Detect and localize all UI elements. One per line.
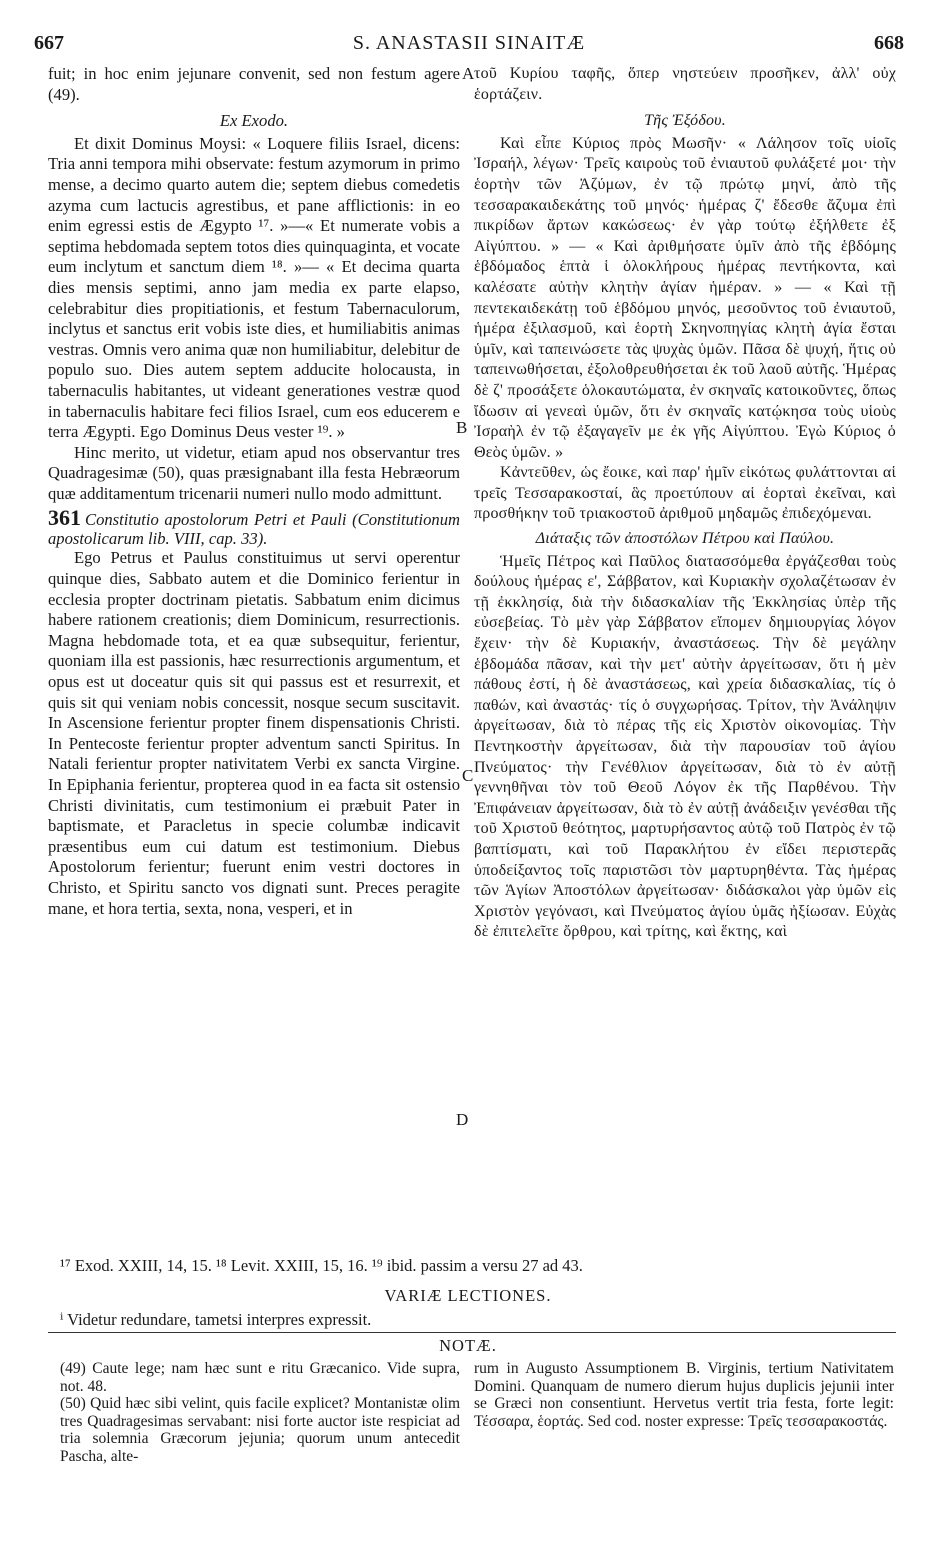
greek-heading-exodo: Τῆς Ἐξόδου. (644, 112, 726, 130)
latin-column (48, 64, 460, 919)
page-number-left: 667 (34, 32, 64, 54)
section-number: 361 (48, 505, 81, 531)
divider (48, 1332, 896, 1333)
variae-lectiones-title: VARIÆ LECTIONES. (384, 1286, 552, 1305)
latin-section-heading (48, 505, 460, 549)
section-title: Constitutio apostolorum Petri et Pauli (Constitutionum apostolicarum lib. VIII, cap. 33). (48, 510, 460, 549)
latin-paragraph-1: Et dixit Dominus Moysi: « Loquere filiis Israel, dicens: Tria anni tempora mihi observate: festum azymorum in primo mense, a decimo quarto autem die; septem diebus comedetis azyma cum lactucis agrestibus, et pane afflictionis: in eo enim egressi estis de Ægypto ¹⁷. »—« Et numerate vobis a septima hebdomada septem totos dies quinquaginta, et vocate eum inclytum et sanctum diem ¹⁸. »— « Et decima quarta dies mensis septimi, anno jam media ex parte elapso, celebrabitur dies propitiationis, et festum Tabernaculorum, inclytus et sanctus erit vobis iste dies, et humiliabitis animas vestras. Omnis vero anima quæ non humiliabitur, delebitur de populo suo. Dies autem septem adducite holocausta, in tabernaculis habitantes, ut videant generationes vestræ quod in tabernaculis habitare feci filios Israel, cum eos educerem e terra Ægypti. Ego Dominus Deus vester ¹⁹. » (48, 133, 460, 442)
greek-paragraph-2: Κἀντεῦθεν, ὡς ἔοικε, καὶ παρ' ἡμῖν εἰκότως φυλάττονται αἱ τρεῖς Τεσσαρακοσταί, ἃς προετύπουν αἱ ἑορταὶ ἐκεῖναι, καὶ προσθήκην τοῦ τριακοστοῦ ἀριθμοῦ μηδαμῶς ἐπιδεχόμεναι. (474, 464, 896, 523)
footnotes: ¹⁷ Exod. XXIII, 14, 15. ¹⁸ Levit. XXIII, 15, 16. ¹⁹ ibid. passim a versu 27 ad 43. (60, 1256, 583, 1275)
variae-lectiones-text: ⁱ Videtur redundare, tametsi interpres expressit. (60, 1310, 372, 1329)
greek-intro: τοῦ Κυρίου ταφῆς, ὅπερ νηστεύειν προσῆκεν, ἀλλ' οὐχ ἑορτάζειν. (474, 65, 896, 103)
notae-title: NOTÆ. (439, 1336, 497, 1355)
latin-heading-exodo: Ex Exodo. (219, 111, 289, 131)
notae-right: rum in Augusto Assumptionem B. Virginis, tertium Nativitatem Domini. Quanquam de numero dierum hujus duplicis jejunii inter se Græci non consentiunt. Hervetus vertit tria festa, forte legit: Τέσσαρα, ἑορτάς. Sed cod. noster expresse: Τρεῖς τεσσαρακοστάς. (474, 1360, 894, 1430)
latin-intro: fuit; in hoc enim jejunare convenit, sed non festum agere (49). (48, 64, 460, 104)
greek-paragraph-1: Καὶ εἶπε Κύριος πρὸς Μωσῆν· « Λάλησον τοῖς υἱοῖς Ἰσραήλ, λέγων· Τρεῖς καιροὺς τοῦ ἐνιαυτοῦ φυλάξετέ μοι· τὴν ἑορτὴν τῶν Ἀζύμων, ἐν τῷ πρώτῳ μηνί, ἀπὸ τῆς τεσσαρακαιδεκάτης τοῦ μηνός· ἡμέρας ζ' ἔδεσθε ἄζυμα ἐπὶ πικρίδων ἄρτων κακώσεως· ἐν γὰρ τούτῳ ἐξήλθετε ἐξ Αἰγύπτου. » — « Καὶ ἀριθμήσατε ὑμῖν ἀπὸ τῆς ἑβδόμης ἑβδόμαδος ἑπτὰ ἱ ὁλοκλήρους ἡμέρας πεντήκοντα, καὶ καλέσατε αὐτὴν κλητὴν ἁγίαν ἡμέραν. » — « Καὶ τῇ πεντεκαιδεκάτῃ τοῦ ἑβδόμου μηνός, μεσοῦντος τοῦ ἐνιαυτοῦ, ἡμέρα ἐξιλασμοῦ, καὶ ἑορτὴ Σκηνοπηγίας κλητὴ ἁγία ἔσται ὑμῖν, καὶ ταπεινώσετε τὰς ψυχὰς ὑμῶν. Πᾶσα δὲ ψυχή, ἥτις οὐ ταπεινωθήσεται, ἐξολοθρευθήσεται ἐκ τοῦ λαοῦ αὐτῆς. Ἡμέρας δὲ ζ' προσάξετε ὁλοκαυτώματα, ἐν σκηναῖς κατοικοῦντες, ὅπως ἴδωσιν αἱ γενεαὶ ὑμῶν, ὅτι ἐν σκηναῖς κατῴκησα τοὺς υἱοὺς Ἰσραὴλ ἐν τῷ ἐξαγαγεῖν με ἐκ γῆς Αἰγύπτου. Ἐγὼ Κύριος ὁ Θεὸς ὑμῶν. » (474, 134, 896, 461)
greek-column (474, 64, 896, 943)
margin-marker-a: A (462, 64, 475, 83)
notae-left: (49) Caute lege; nam hæc sunt e ritu Græcanico. Vide supra, not. 48. (50) Quid hæc sibi velint, quis facile explicet? Montanistæ olim tres Quadragesimas servabant: nisi forte auctor iste respiciat ad tria solemnia Græcorum jejunia; quorum unum antecedit Pascha, alte- (60, 1360, 460, 1465)
greek-section-title: Διάταξις τῶν ἀποστόλων Πέτρου καὶ Παύλου. (535, 530, 835, 548)
margin-marker-d: D (456, 1110, 469, 1129)
running-title: S. ANASTASII SINAITÆ (352, 32, 586, 54)
latin-paragraph-2: Hinc merito, ut videtur, etiam apud nos observantur tres Quadragesimæ (50), quas præsignabant illa festa Hebræorum quæ additamentum tricenarii numeri nullo modo admittunt. (48, 442, 460, 503)
greek-paragraph-3: Ἡμεῖς Πέτρος καὶ Παῦλος διατασσόμεθα ἐργάζεσθαι τοὺς δούλους ἡμέρας ε', Σάββατον, καὶ Κυριακὴν σχολαζέτωσαν ἐν τῇ ἐκκλησίᾳ, διὰ τὴν διδασκαλίαν τῆς Ἐκκλησίας ὑπὲρ τῆς εὐσεβείας. Τὸ μὲν γὰρ Σάββατον εἴπομεν δημιουργίας λόγον ἔχειν· τὴν δὲ Κυριακήν, ἀναστάσεως. Τὴν δὲ μεγάλην ἑβδομάδα πᾶσαν, καὶ τὴν μετ' αὐτὴν ἀργείτωσαν, ὅτι ἡ μὲν πάθους ἐστί, ἡ δὲ ἀναστάσεως, καὶ χρεία διδασκαλίας, τίς ὁ παθών, καὶ ἀναστάς· τίς ὁ συγχωρήσας. Τρίτον, τὴν Ἀνάληψιν ἀργείτωσαν, διὰ τὸ πέρας τῆς εἰς Χριστὸν οἰκονομίας. Τὴν Πεντηκοστὴν ἀργείτωσαν, διὰ τὴν παρουσίαν τοῦ ἁγίου Πνεύματος· τὴν Γενέθλιον ἀργείτωσαν, διὰ τὸ ἐν αὐτῇ γεννηθῆναι τὸν τοῦ Θεοῦ Λόγον ἐκ τῆς Παρθένου. Τὴν Ἐπιφάνειαν ἀργείτωσαν, διὰ τὸ ἐν αὐτῇ ἀνάδειξιν γενέσθαι τῆς τοῦ Χριστοῦ θεότητος, μαρτυρήσαντος αὐτῷ τοῦ Πατρὸς ἐν τῷ βαπτίσματι, καὶ τοῦ Παρακλήτου ἐν εἴδει περιστερᾶς ὑποδείξαντος τοῖς παριστῶσι τὸν μαρτυρηθέντα. Τὰς ἡμέρας τῶν Ἁγίων Ἀποστόλων ἀργείτωσαν· διδάσκαλοι γὰρ ὑμῶν εἰς Χριστὸν γεγόνασι, καὶ Πνεύματος ἁγίου ὑμᾶς ἠξίωσαν. Εὐχὰς δὲ ἐπιτελεῖτε ὄρθρου, καὶ τρίτης, καὶ ἕκτης, καὶ (474, 552, 896, 941)
page-number-right: 668 (874, 32, 904, 54)
running-header (34, 32, 904, 62)
latin-paragraph-3: Ego Petrus et Paulus constituimus ut servi operentur quinque dies, Sabbato autem et die Dominico ferientur in ecclesia propter doctrinam pietatis. Sabbatum enim dicimus habere rationem creationis; diem Dominicum, resurrectionis. Magna hebdomade tota, et ea quæ subsequitur, ferientur, quoniam illa est passionis, hæc resurrectionis argumentum, et opus est ut doceatur quis sit qui passus est et resurrexit, et quis sit qui veniam nobis concessit, nosque secum suscitavit. In Ascensione ferientur propter finem dispensationis Christi. In Pentecoste ferientur propter adventum sancti Spiritus. In Natali ferientur propter nativitatem Verbi ex sancta Virgine. In Epiphania ferientur, propterea quod in ea facta sit ostensio Christi divinitatis, cum testimonium ei præbuit Pater in baptismate, et Paracletus in specie columbæ indicavit præsentibus eum cui datum est testimonium. Diebus Apostolorum ferientur; fuerunt enim vestri doctores in Christo, et Spiritu sancto vos dignati sunt. Preces peragite mane, et hora tertia, sexta, nona, vesperi, et in (48, 548, 460, 918)
margin-marker-c: C (462, 766, 474, 785)
margin-marker-b: B (456, 418, 468, 437)
